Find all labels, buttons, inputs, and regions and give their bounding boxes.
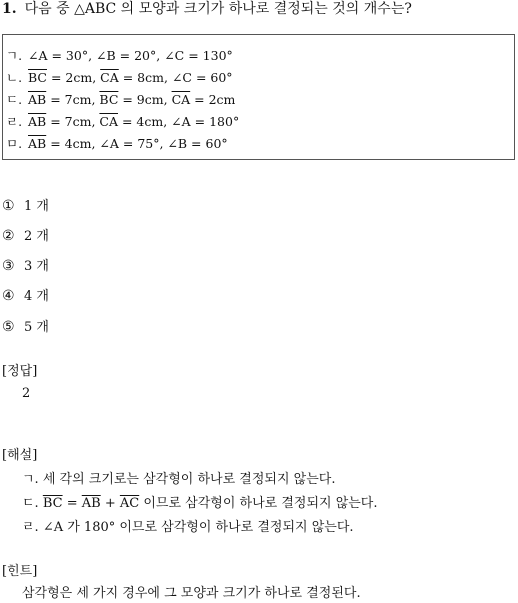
text-segment: 이므로 삼각형이 하나로 결정되지 않는다.: [139, 496, 378, 511]
question-number: 1.: [2, 1, 17, 17]
hint-heading: [힌트]: [2, 564, 38, 579]
text-segment: = 8cm, ∠C = 60°: [118, 70, 233, 85]
explanation-line: [22, 471, 335, 488]
answer-option[interactable]: [2, 228, 49, 245]
text-segment: ㄱ. 세 각의 크기로는 삼각형이 하나로 결정되지 않는다.: [22, 472, 336, 487]
question-text: 다음 중 △ABC 의 모양과 크기가 하나로 결정되는 것의 개수는?: [24, 1, 412, 17]
text-segment: = 4cm, ∠A = 180°: [118, 114, 240, 129]
answer-option[interactable]: [2, 288, 49, 305]
segment-label: $\overline{AB}$: [28, 114, 47, 129]
option-text: 5 개: [24, 320, 49, 335]
condition-label: ㄴ.: [6, 70, 23, 85]
segment-label: $\overline{CA}$: [171, 92, 191, 107]
segment-label: $\overline{CA}$: [100, 70, 119, 85]
option-text: 2 개: [24, 229, 49, 244]
hint-text: 삼각형은 세 가지 경우에 그 모양과 크기가 하나로 결정된다.: [22, 586, 361, 601]
segment-label: $\overline{CA}$: [99, 114, 118, 129]
condition-row: [6, 92, 235, 108]
condition-text: [28, 92, 235, 107]
condition-row: [6, 136, 228, 152]
text-segment: = 2cm: [190, 92, 236, 107]
condition-text: [28, 70, 233, 85]
text-segment: ㄹ. ∠A 가 180° 이므로 삼각형이 하나로 결정되지 않는다.: [22, 520, 354, 535]
condition-label: ㄱ.: [6, 48, 23, 63]
option-marker: ②: [2, 228, 15, 244]
text-segment: = 4cm, ∠A = 75°, ∠B = 60°: [46, 136, 228, 151]
condition-label: ㄹ.: [6, 114, 23, 129]
option-text: 1 개: [24, 199, 49, 214]
answer-value: 2: [22, 386, 31, 401]
segment-label: $\overline{BC}$: [99, 92, 119, 107]
segment-label: $\overline{BC}$: [28, 70, 47, 85]
segment-label: $\overline{AB}$: [28, 136, 47, 151]
text-segment: +: [100, 496, 120, 511]
segment-label: $\overline{BC}$: [42, 496, 63, 511]
condition-row: [6, 70, 233, 86]
option-text: 4 개: [24, 289, 49, 304]
text-segment: =: [62, 496, 82, 511]
option-marker: ①: [2, 198, 15, 214]
explanation-heading: [해설]: [2, 448, 38, 463]
segment-label: $\overline{AC}$: [119, 496, 140, 511]
option-marker: ⑤: [2, 319, 15, 335]
text-segment: = 7cm,: [46, 114, 100, 129]
condition-text: [28, 136, 228, 151]
segment-label: $\overline{AB}$: [81, 496, 101, 511]
text-segment: = 2cm,: [46, 70, 101, 85]
answer-option[interactable]: [2, 319, 49, 336]
text-segment: ㄷ.: [22, 496, 43, 511]
condition-label: ㄷ.: [6, 92, 23, 107]
answer-heading: [정답]: [2, 364, 38, 379]
option-marker: ③: [2, 258, 15, 274]
option-text: 3 개: [24, 259, 49, 274]
condition-row: [6, 114, 239, 130]
option-marker: ④: [2, 288, 15, 304]
condition-row: [6, 48, 233, 64]
condition-text: [28, 114, 239, 129]
question-line: [2, 0, 412, 18]
text-segment: = 9cm,: [118, 92, 172, 107]
answer-option[interactable]: [2, 258, 49, 275]
explanation-line: [22, 495, 378, 512]
text-segment: ∠A = 30°, ∠B = 20°, ∠C = 130°: [28, 48, 233, 63]
answer-option[interactable]: [2, 198, 49, 215]
condition-label: ㅁ.: [6, 136, 23, 151]
text-segment: = 7cm,: [46, 92, 100, 107]
explanation-line: [22, 519, 354, 536]
segment-label: $\overline{AB}$: [28, 92, 47, 107]
condition-text: [28, 48, 233, 63]
